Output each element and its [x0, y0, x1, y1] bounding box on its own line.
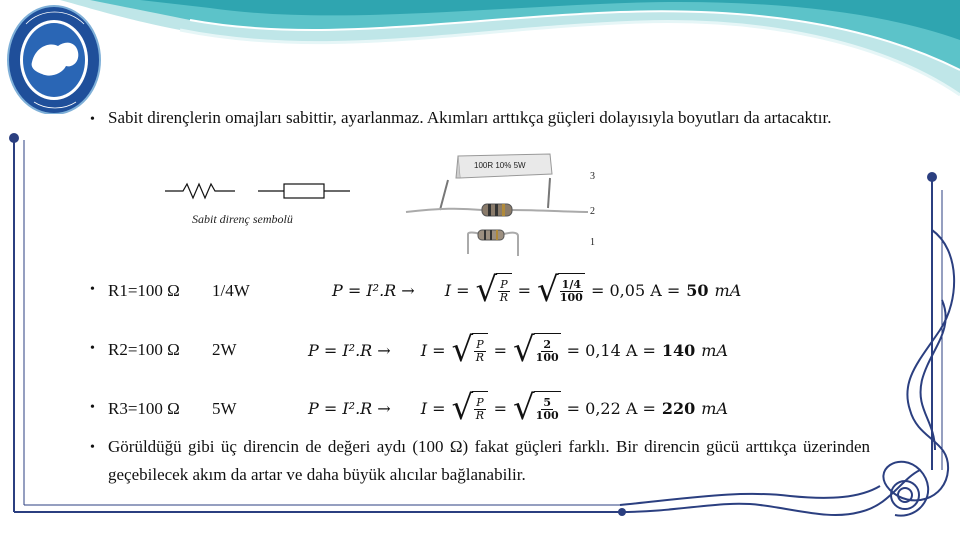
resistor-r1-power: 1/4W [212, 281, 250, 300]
bullet-marker: • [90, 341, 95, 356]
numeric-resistance: 100 [535, 351, 559, 364]
resistor-r2-label: R2=100 Ω [108, 340, 180, 359]
university-logo [6, 2, 102, 114]
power-formula: P = I².R → [308, 398, 391, 418]
resistor-r3-label: R3=100 Ω [108, 399, 180, 418]
formula-r3: P = I².R → I = √ $\frac{P}{R}$ = √ $\frac{5}{100}$ = 0,22 A = 220 mA [308, 388, 729, 428]
conclusion-paragraph: Görüldüğü gibi üç direncin de değeri aydı (100 Ω) fakat güçleri farklı. Bir direncin gücü arttıkça üzerinden geçebilecek akım da artar ve daha büyük alıcılar bağlanabilir. [108, 437, 870, 484]
numeric-resistance: 100 [559, 291, 583, 304]
numeric-resistance: 100 [535, 409, 559, 422]
photo-number-2: 2 [590, 206, 595, 217]
resistor-r3-power: 5W [212, 399, 237, 418]
resistor-photo [400, 148, 600, 260]
numeric-power: 5 [543, 396, 551, 409]
power-formula: P = I².R → [308, 340, 391, 360]
resistor-r1-label: R1=100 Ω [108, 281, 180, 300]
current-unit: mA [714, 280, 742, 300]
bullet-marker: • [90, 112, 95, 127]
photo-number-3: 3 [590, 171, 595, 182]
resistor-zigzag-symbol [165, 180, 235, 202]
current-value: = 0,22 A = [566, 398, 656, 418]
numeric-power: 1/4 [561, 278, 581, 291]
frac-p: P [476, 396, 484, 409]
current-unit: mA [701, 398, 729, 418]
current-lhs: I = [420, 398, 446, 418]
resistor-box-symbol [258, 180, 350, 202]
frac-r: R [475, 351, 485, 364]
current-lhs: I = [420, 340, 446, 360]
frac-p: P [476, 338, 484, 351]
photo-number-1: 1 [590, 237, 595, 248]
resistor-r2-power: 2W [212, 340, 237, 359]
frac-r: R [475, 409, 485, 422]
formula-r2: P = I².R → I = √ $\frac{P}{R}$ = √ $\frac{2}{100}$ = 0,14 A = 140 mA [308, 330, 729, 370]
frac-r: R [499, 291, 509, 304]
frac-p: P [500, 278, 508, 291]
formula-r1: P = I².R → I = √ $\frac{P}{R}$ = √ $\frac{1/4}{100}$ = 0,05 A = 50 mA [332, 270, 742, 310]
current-result: 220 [661, 398, 696, 418]
symbol-caption: Sabit direnç sembolü [192, 212, 293, 226]
numeric-power: 2 [543, 338, 551, 351]
intro-paragraph: Sabit dirençlerin omajları sabittir, ayarlanmaz. Akımları arttıkça güçleri dolayısıyla boyutları da artacaktır. [108, 108, 832, 127]
bullet-marker: • [90, 400, 95, 415]
current-value: = 0,05 A = [591, 280, 681, 300]
current-lhs: I = [444, 280, 470, 300]
current-unit: mA [701, 340, 729, 360]
current-result: 50 [686, 280, 709, 300]
bullet-marker: • [90, 282, 95, 297]
power-formula: P = I².R → [332, 280, 415, 300]
bullet-marker: • [90, 440, 95, 455]
resistor-label: 100R 10% 5W [474, 161, 526, 170]
current-result: 140 [661, 340, 696, 360]
current-value: = 0,14 A = [566, 340, 656, 360]
